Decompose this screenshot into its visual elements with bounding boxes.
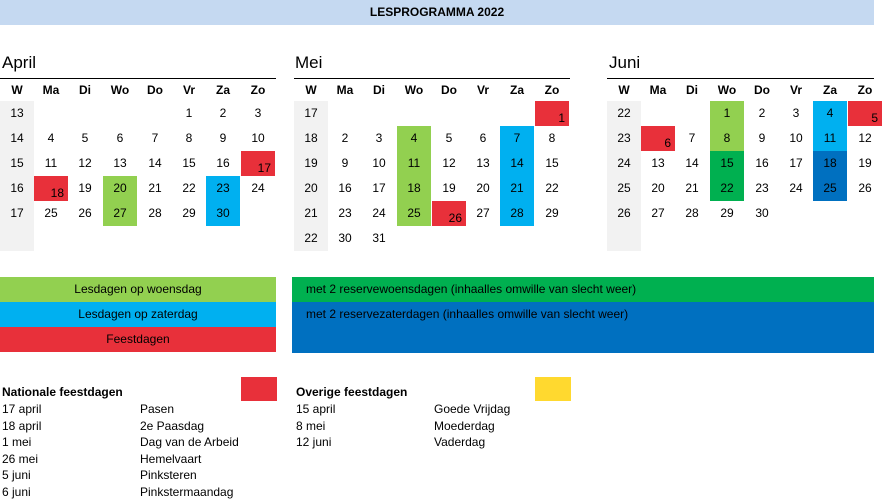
week-number: 24 — [607, 151, 641, 176]
reserve-day-wednesday: 22 — [710, 176, 744, 201]
header-di: Di — [373, 83, 385, 97]
week-number: 23 — [607, 126, 641, 151]
reserve-day-saturday: 18 — [813, 151, 847, 176]
week-row — [607, 176, 874, 201]
week-row — [0, 126, 276, 151]
lesson-day-saturday: 11 — [813, 126, 847, 151]
day-cell: 30 — [755, 206, 769, 220]
day-cell: 16 — [216, 156, 230, 170]
holiday-name: Vaderdag — [434, 435, 486, 449]
day-cell: 17 — [372, 181, 386, 195]
lesson-day-saturday: 23 — [206, 176, 240, 201]
day-cell: 15 — [182, 156, 196, 170]
week-row — [294, 201, 570, 226]
day-cell: 29 — [545, 206, 559, 220]
legend-reserve-saturday: met 2 reservezaterdagen (inhaalles omwille van slecht weer) — [292, 302, 874, 353]
week-row — [607, 101, 878, 126]
header-ma: Ma — [42, 83, 60, 97]
day-cell: 7 — [151, 131, 159, 145]
week-row — [294, 176, 570, 201]
week-number: 18 — [294, 126, 328, 151]
lesson-day-wednesday: 11 — [397, 151, 431, 176]
header-ma: Ma — [336, 83, 354, 97]
day-cell: 8 — [185, 131, 193, 145]
week-row — [607, 201, 874, 226]
day-cell: 17 — [789, 156, 803, 170]
day-cell: 12 — [78, 156, 92, 170]
holiday-name: Moederdag — [434, 419, 495, 433]
reserve-day-saturday: 25 — [813, 176, 847, 201]
day-cell: 5 — [81, 131, 89, 145]
day-cell: 26 — [78, 206, 92, 220]
week-number: 16 — [0, 176, 34, 201]
day-cell: 19 — [78, 181, 92, 195]
legend-saturday: Lesdagen op zaterdag — [0, 302, 276, 327]
day-cell: 23 — [338, 206, 352, 220]
week-number: 26 — [607, 201, 641, 226]
week-row — [607, 151, 874, 176]
lesson-day-saturday: 30 — [206, 201, 240, 226]
day-cell: 14 — [685, 156, 699, 170]
day-cell: 10 — [789, 131, 803, 145]
week-number: 15 — [0, 151, 34, 176]
calendar-april — [0, 78, 276, 251]
day-cell: 19 — [442, 181, 456, 195]
header-do: Do — [147, 83, 163, 97]
day-cell: 19 — [858, 156, 872, 170]
lesson-day-saturday: 14 — [500, 151, 534, 176]
legend-wednesday: Lesdagen op woensdag — [0, 277, 276, 302]
header-di: Di — [79, 83, 91, 97]
day-cell: 21 — [685, 181, 699, 195]
lesson-day-wednesday: 25 — [397, 201, 431, 226]
day-cell: 9 — [219, 131, 227, 145]
day-cell: 9 — [341, 156, 349, 170]
day-cell: 15 — [545, 156, 559, 170]
day-cell: 23 — [755, 181, 769, 195]
day-cell: 12 — [858, 131, 872, 145]
lesson-day-wednesday: 1 — [710, 101, 744, 126]
day-cell: 12 — [442, 156, 456, 170]
day-cell: 3 — [792, 106, 800, 120]
day-cell: 10 — [251, 131, 265, 145]
day-cell: 8 — [548, 131, 556, 145]
header-week: W — [618, 83, 630, 97]
week-row — [0, 176, 276, 201]
week-number — [0, 226, 34, 251]
legend-reserve-wednesday: met 2 reservewoensdagen (inhaalles omwille van slecht weer) — [292, 277, 874, 302]
holiday-cell: 26 — [432, 201, 466, 226]
other-holidays-heading: Overige feestdagen — [296, 385, 408, 399]
day-cell: 16 — [338, 181, 352, 195]
day-cell: 14 — [148, 156, 162, 170]
header-za: Za — [509, 83, 524, 97]
week-row — [294, 226, 570, 251]
lesson-day-saturday: 7 — [500, 126, 534, 151]
day-cell: 3 — [375, 131, 383, 145]
week-row — [294, 126, 570, 151]
lesson-day-wednesday: 8 — [710, 126, 744, 151]
holiday-name: Hemelvaart — [140, 452, 202, 466]
day-cell: 6 — [116, 131, 124, 145]
day-cell: 29 — [182, 206, 196, 220]
holiday-date: 26 mei — [2, 452, 39, 466]
header-ma: Ma — [649, 83, 667, 97]
week-row — [607, 226, 874, 251]
header-wo: Wo — [110, 83, 130, 97]
day-cell: 20 — [651, 181, 665, 195]
day-cell: 21 — [148, 181, 162, 195]
day-cell: 10 — [372, 156, 386, 170]
header-zo: Zo — [544, 83, 560, 97]
lesson-day-saturday: 28 — [500, 201, 534, 226]
day-cell: 7 — [688, 131, 696, 145]
header-za: Za — [215, 83, 230, 97]
day-cell: 6 — [479, 131, 487, 145]
calendar-header — [0, 78, 276, 101]
holiday-cell: 18 — [34, 176, 68, 201]
header-wo: Wo — [404, 83, 424, 97]
lesson-day-wednesday: 20 — [103, 176, 137, 201]
day-cell: 27 — [651, 206, 665, 220]
day-cell: 1 — [185, 106, 193, 120]
day-cell: 29 — [720, 206, 734, 220]
day-cell: 2 — [341, 131, 349, 145]
day-cell: 5 — [445, 131, 453, 145]
holiday-name: Dag van de Arbeid — [140, 435, 239, 449]
holiday-name: Goede Vrijdag — [434, 402, 511, 416]
day-cell: 28 — [685, 206, 699, 220]
header-week: W — [305, 83, 317, 97]
month-name-juni: Juni — [609, 53, 641, 72]
header-zo: Zo — [857, 83, 873, 97]
week-number: 19 — [294, 151, 328, 176]
day-cell: 25 — [44, 206, 58, 220]
week-row — [294, 151, 570, 176]
week-row — [0, 226, 276, 251]
week-row — [0, 151, 276, 176]
week-row — [607, 126, 874, 151]
day-cell: 11 — [44, 156, 58, 170]
lesson-day-wednesday: 27 — [103, 201, 137, 226]
week-number: 17 — [0, 201, 34, 226]
month-name-mei: Mei — [295, 53, 323, 72]
day-cell: 4 — [47, 131, 55, 145]
holiday-date: 1 mei — [2, 435, 32, 449]
week-number: 25 — [607, 176, 641, 201]
week-number: 20 — [294, 176, 328, 201]
lesson-day-wednesday: 18 — [397, 176, 431, 201]
header-week: W — [11, 83, 23, 97]
day-cell: 2 — [219, 106, 227, 120]
day-cell: 22 — [182, 181, 196, 195]
calendar-header — [607, 78, 874, 101]
lesson-day-saturday: 4 — [813, 101, 847, 126]
holiday-cell: 6 — [641, 126, 675, 151]
day-cell: 13 — [651, 156, 665, 170]
day-cell: 31 — [372, 231, 386, 245]
holiday-cell: 5 — [848, 101, 882, 126]
holiday-date: 18 april — [2, 419, 42, 433]
day-cell: 24 — [789, 181, 803, 195]
national-holiday-swatch — [241, 377, 277, 401]
holiday-name: Pinkstermaandag — [140, 485, 234, 499]
header-vr: Vr — [182, 83, 195, 97]
day-cell: 16 — [755, 156, 769, 170]
calendar-mei — [294, 78, 570, 251]
legend-holidays: Feestdagen — [0, 327, 276, 352]
week-number: 22 — [294, 226, 328, 251]
week-row — [294, 101, 570, 126]
lesson-day-saturday: 21 — [500, 176, 534, 201]
header-wo: Wo — [717, 83, 737, 97]
holiday-date: 5 juni — [2, 468, 31, 482]
day-cell: 27 — [476, 206, 490, 220]
header-vr: Vr — [789, 83, 802, 97]
reserve-day-wednesday: 15 — [710, 151, 744, 176]
holiday-name: Pasen — [140, 402, 175, 416]
week-number: 21 — [294, 201, 328, 226]
header-zo: Zo — [250, 83, 266, 97]
holiday-cell: 1 — [535, 101, 569, 126]
week-number: 14 — [0, 126, 34, 151]
day-cell: 3 — [254, 106, 262, 120]
calendar-juni — [607, 78, 878, 253]
header-do: Do — [441, 83, 457, 97]
day-cell: 26 — [858, 181, 872, 195]
month-name-april: April — [2, 53, 37, 72]
lesson-day-wednesday: 4 — [397, 126, 431, 151]
day-cell: 13 — [113, 156, 127, 170]
holiday-date: 17 april — [2, 402, 42, 416]
day-cell: 13 — [476, 156, 490, 170]
other-holiday-swatch — [535, 377, 571, 401]
week-number — [607, 226, 641, 251]
day-cell: 24 — [251, 181, 265, 195]
header-za: Za — [822, 83, 837, 97]
day-cell: 24 — [372, 206, 386, 220]
week-row — [0, 201, 276, 226]
holiday-date: 12 juni — [296, 435, 332, 449]
holiday-date: 6 juni — [2, 485, 31, 499]
day-cell: 20 — [476, 181, 490, 195]
day-cell: 30 — [338, 231, 352, 245]
day-cell: 28 — [148, 206, 162, 220]
week-number: 13 — [0, 101, 34, 126]
week-number: 17 — [294, 101, 328, 126]
day-cell: 9 — [758, 131, 766, 145]
day-cell: 2 — [758, 106, 766, 120]
week-row — [0, 101, 276, 126]
header-di: Di — [686, 83, 698, 97]
calendar-header — [294, 78, 570, 101]
national-holidays-heading: Nationale feestdagen — [2, 385, 123, 399]
week-number: 22 — [607, 101, 641, 126]
header-vr: Vr — [476, 83, 489, 97]
header-do: Do — [754, 83, 770, 97]
holiday-cell: 17 — [241, 151, 275, 176]
holiday-name: 2e Paasdag — [140, 419, 205, 433]
holiday-date: 8 mei — [296, 419, 326, 433]
day-cell: 22 — [545, 181, 559, 195]
holiday-name: Pinksteren — [140, 468, 197, 482]
page-title: LESPROGRAMMA 2022 — [0, 0, 874, 25]
holiday-date: 15 april — [296, 402, 336, 416]
